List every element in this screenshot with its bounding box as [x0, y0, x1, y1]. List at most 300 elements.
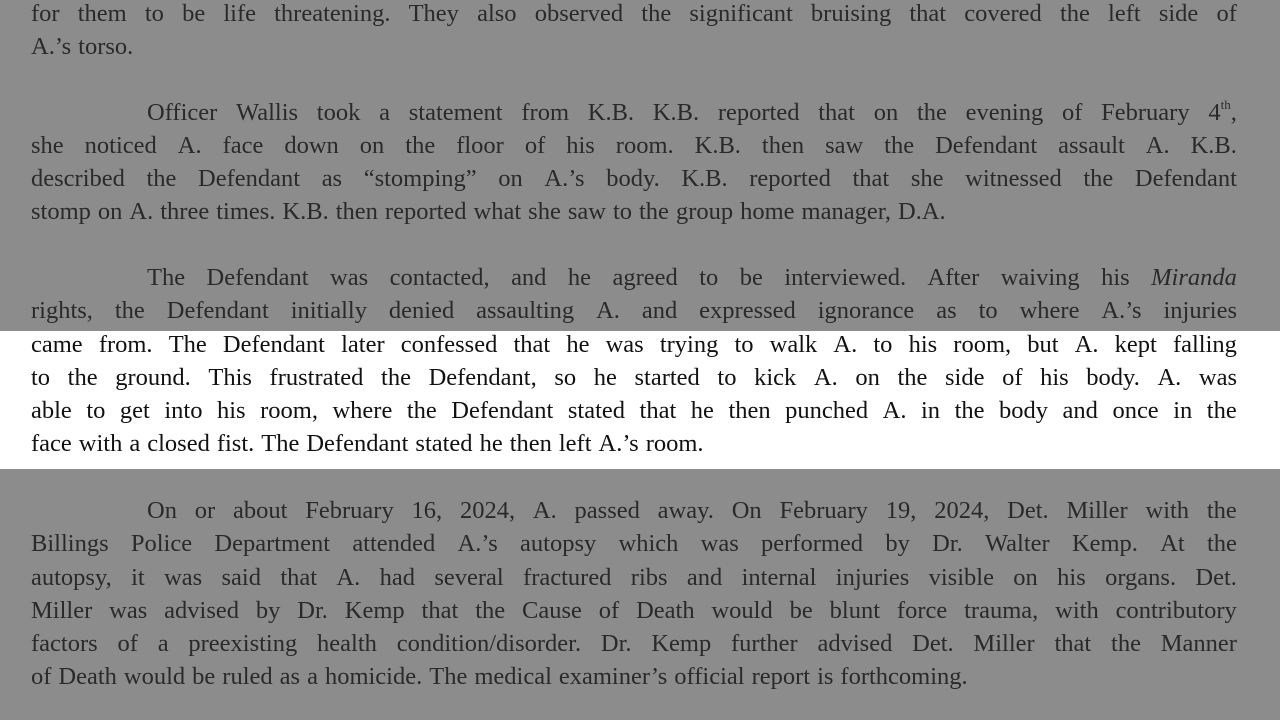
word: covered: [964, 0, 1042, 27]
word: a: [307, 663, 318, 690]
word: and: [1062, 397, 1098, 424]
word: A.’s: [31, 33, 72, 60]
word: assaulting: [476, 297, 575, 324]
word: saw: [567, 198, 606, 225]
word: frustrated: [269, 364, 364, 391]
word: denied: [388, 297, 455, 324]
word: K.B.: [694, 132, 741, 159]
word: he: [566, 331, 590, 358]
text-line: [31, 427, 1237, 460]
word: was: [164, 564, 203, 591]
word: The: [168, 331, 207, 358]
word: A.: [596, 297, 620, 324]
word: A.: [336, 564, 361, 591]
word: 16,: [411, 497, 443, 524]
word: and: [641, 297, 678, 324]
word: visible: [928, 564, 994, 591]
word: 2024,: [459, 497, 516, 524]
word: them: [77, 0, 127, 27]
text-line: [31, 328, 1237, 361]
word: punched: [785, 397, 869, 424]
word: confessed: [400, 331, 498, 358]
word: The: [261, 430, 300, 457]
word: advised: [817, 630, 893, 657]
word: that: [852, 165, 890, 192]
word: The: [429, 663, 468, 690]
word: then: [509, 430, 552, 457]
word: “stomping”: [363, 165, 477, 192]
word: his: [908, 331, 938, 358]
word: with: [78, 430, 123, 457]
word: the: [1206, 397, 1237, 424]
word: Cause: [522, 597, 582, 624]
word: walk: [769, 331, 818, 358]
word: Walter: [984, 530, 1050, 557]
word: she: [528, 198, 561, 225]
word: in: [1173, 397, 1193, 424]
word: then: [761, 132, 805, 159]
word: that: [909, 0, 947, 27]
word: injuries: [835, 564, 910, 591]
word: The: [147, 264, 186, 291]
word: This: [208, 364, 252, 391]
word: 4th,: [1208, 96, 1237, 126]
word: to: [734, 331, 754, 358]
word: was: [605, 331, 644, 358]
word: the: [639, 198, 669, 225]
word: health: [317, 630, 377, 657]
word: the: [405, 132, 436, 159]
word: Det.: [1195, 564, 1237, 591]
word: the: [897, 364, 928, 391]
word: the: [146, 165, 177, 192]
word: away.: [657, 497, 714, 524]
word: closed: [147, 430, 210, 457]
word: room,: [953, 331, 1012, 358]
word: Kemp: [651, 630, 712, 657]
word: on: [498, 165, 523, 192]
word: 19,: [885, 497, 917, 524]
word: side: [1158, 0, 1199, 27]
word: on: [359, 132, 385, 159]
word: report: [751, 663, 811, 690]
word: Billings: [31, 530, 109, 557]
word: Det.: [1007, 497, 1049, 524]
word: manager,: [801, 198, 892, 225]
word: then: [335, 198, 378, 225]
word: official: [674, 663, 745, 690]
word: of: [1216, 0, 1237, 27]
word: interviewed.: [784, 264, 907, 291]
text-line: [31, 129, 1237, 162]
word: that: [513, 331, 551, 358]
word: ground.: [115, 364, 191, 391]
word: Kemp: [344, 597, 405, 624]
word: down: [284, 132, 339, 159]
word: condition/disorder.: [396, 630, 582, 657]
word: K.B.: [652, 99, 700, 126]
word: what: [473, 198, 522, 225]
text-line: [31, 162, 1237, 195]
text-line: [31, 660, 1237, 693]
word: the: [1206, 497, 1237, 524]
word: body: [999, 397, 1049, 424]
word: the: [916, 99, 947, 126]
word: into: [164, 397, 203, 424]
word: started: [634, 364, 700, 391]
word: noticed: [84, 132, 157, 159]
word: where: [1019, 297, 1080, 324]
word: Defendant,: [428, 364, 537, 391]
word: three: [160, 198, 210, 225]
word: body.: [606, 165, 660, 192]
word: described: [31, 165, 125, 192]
word: to: [699, 264, 719, 291]
word: February: [305, 497, 394, 524]
word: be: [739, 264, 763, 291]
word: the: [67, 364, 98, 391]
word: Death: [636, 597, 695, 624]
word: home: [740, 198, 795, 225]
word: as: [279, 663, 301, 690]
word: a: [379, 99, 390, 126]
word: be: [192, 663, 216, 690]
word: significant: [689, 0, 793, 27]
word: so: [554, 364, 577, 391]
word: from: [521, 99, 569, 126]
text-line: [31, 594, 1237, 627]
word: then: [728, 397, 771, 424]
word: threatening.: [274, 0, 391, 27]
word: rights,: [31, 297, 93, 324]
word: Manner: [1160, 630, 1237, 657]
text-line: [31, 527, 1237, 560]
word: the: [1083, 165, 1114, 192]
word: the: [1206, 530, 1237, 557]
word: stated: [567, 397, 626, 424]
word: A.: [882, 397, 907, 424]
text-line: [31, 30, 1237, 63]
word: A.: [833, 331, 858, 358]
word: 2024,: [934, 497, 990, 524]
word: to: [144, 0, 164, 27]
word: further: [731, 630, 798, 657]
word: medical: [474, 663, 552, 690]
word: Dr.: [297, 597, 328, 624]
word: his: [566, 132, 595, 159]
word: came: [31, 331, 83, 358]
word: where: [332, 397, 393, 424]
word: A.’s: [544, 165, 585, 192]
word: Defendant: [166, 297, 269, 324]
word: had: [379, 564, 415, 591]
word: Dr.: [600, 630, 632, 657]
word: A.: [129, 198, 154, 225]
word: of: [598, 597, 620, 624]
word: After: [927, 264, 980, 291]
word: the: [954, 397, 985, 424]
word: and: [686, 564, 723, 591]
word: that: [818, 99, 855, 126]
word: the: [114, 297, 145, 324]
word: he: [567, 264, 592, 291]
word: Miller: [31, 597, 93, 624]
word: K.B.: [587, 99, 635, 126]
word: injuries: [1163, 297, 1237, 324]
word: preexisting: [188, 630, 298, 657]
word: kick: [754, 364, 797, 391]
word: of: [524, 132, 546, 159]
word: assault: [1058, 132, 1125, 159]
word: that: [421, 597, 459, 624]
word: get: [119, 397, 150, 424]
word: Death: [58, 663, 117, 690]
word: his: [1057, 564, 1086, 591]
word: A.: [177, 132, 202, 159]
word: Dr.: [932, 530, 963, 557]
word: blunt: [829, 597, 881, 624]
word: with: [1145, 497, 1190, 524]
word: room.: [615, 132, 674, 159]
word: February: [779, 497, 868, 524]
word: attended: [352, 530, 436, 557]
word: waiving: [1000, 264, 1080, 291]
word: autopsy: [520, 530, 597, 557]
word: kept: [1114, 331, 1157, 358]
word: with: [1055, 597, 1099, 624]
word: his: [1040, 364, 1069, 391]
word: the: [641, 0, 672, 27]
word: it: [131, 564, 145, 591]
word: the: [1111, 630, 1141, 657]
word: saw: [825, 132, 864, 159]
text-line: [147, 96, 1237, 129]
word: later: [341, 331, 385, 358]
word: times.: [216, 198, 276, 225]
word: a: [157, 630, 169, 657]
word: fist.: [216, 430, 255, 457]
word: They: [408, 0, 459, 27]
word: the: [475, 597, 506, 624]
word: Defendant: [198, 165, 301, 192]
word: to: [612, 198, 632, 225]
word: reported: [384, 198, 467, 225]
word: A.’s: [457, 530, 498, 557]
word: D.A.: [898, 198, 946, 225]
word: torso.: [78, 33, 134, 60]
word: passed: [574, 497, 640, 524]
word: Defendant: [222, 331, 325, 358]
word: he: [690, 397, 714, 424]
word: homicide.: [324, 663, 423, 690]
word: and: [511, 264, 547, 291]
word: on: [873, 99, 899, 126]
word: he: [593, 364, 617, 391]
word: examiner’s: [558, 663, 668, 690]
word: on: [855, 364, 880, 391]
word: a: [129, 430, 141, 457]
word: was: [109, 597, 148, 624]
word: On: [731, 497, 762, 524]
word: she: [31, 132, 64, 159]
word: Miller: [973, 630, 1035, 657]
word: trauma,: [964, 597, 1039, 624]
word: group: [675, 198, 734, 225]
word: left: [558, 430, 592, 457]
word: to: [31, 364, 51, 391]
word: the: [381, 364, 411, 391]
word: Kemp.: [1071, 530, 1138, 557]
word: Wallis: [236, 99, 299, 126]
word: several: [434, 564, 504, 591]
word: of: [1061, 99, 1083, 126]
word: the: [406, 397, 437, 424]
word: from.: [98, 331, 153, 358]
word: bruising: [810, 0, 892, 27]
word: internal: [741, 564, 817, 591]
word: initially: [290, 297, 367, 324]
word: to: [86, 397, 106, 424]
word: which: [618, 530, 679, 557]
word: Defendant: [306, 430, 409, 457]
word: to: [873, 331, 893, 358]
word: Defendant: [1134, 165, 1237, 192]
word: K.B.: [1190, 132, 1237, 159]
word: contributory: [1115, 597, 1237, 624]
word: was: [700, 530, 739, 557]
word: evening: [965, 99, 1044, 126]
text-line: [147, 261, 1237, 294]
text-line: [31, 294, 1237, 327]
word: as: [936, 297, 957, 324]
word: on: [1013, 564, 1038, 591]
word: A.: [1157, 364, 1182, 391]
word: contacted,: [389, 264, 490, 291]
word: K.B.: [282, 198, 329, 225]
word: At: [1160, 530, 1185, 557]
word: that: [639, 397, 677, 424]
word: A.: [1074, 331, 1099, 358]
word: witnessed: [965, 165, 1062, 192]
word: his: [1101, 264, 1130, 291]
word: Officer: [147, 99, 218, 126]
word: reported: [749, 165, 831, 192]
word: was: [330, 264, 369, 291]
word: February: [1101, 99, 1190, 126]
word: face: [222, 132, 264, 159]
word: about: [233, 497, 288, 524]
text-line: [147, 494, 1237, 527]
word: force: [896, 597, 948, 624]
word: performed: [761, 530, 864, 557]
word: fractured: [523, 564, 612, 591]
word: to: [717, 364, 737, 391]
word: of: [1002, 364, 1023, 391]
word: ruled: [222, 663, 273, 690]
word: that: [1054, 630, 1092, 657]
word: Defendant: [206, 264, 309, 291]
text-line: [31, 394, 1237, 427]
word: as: [321, 165, 343, 192]
word: expressed: [699, 297, 796, 324]
word: by: [885, 530, 910, 557]
word: Miranda: [1151, 264, 1237, 291]
word: A.: [1145, 132, 1170, 159]
word: Defendant: [451, 397, 554, 424]
word: stated: [415, 430, 473, 457]
word: forthcoming.: [840, 663, 968, 690]
word: floor: [456, 132, 504, 159]
word: side: [944, 364, 985, 391]
text-line: [31, 0, 1237, 30]
word: A.: [532, 497, 557, 524]
word: she: [910, 165, 944, 192]
word: for: [31, 0, 60, 27]
word: Police: [130, 530, 193, 557]
word: A.: [813, 364, 838, 391]
word: the: [884, 132, 915, 159]
word: of: [31, 663, 52, 690]
word: factors: [31, 630, 98, 657]
word: agreed: [612, 264, 678, 291]
word: Defendant: [935, 132, 1038, 159]
word: falling: [1172, 331, 1237, 358]
word: Det.: [912, 630, 954, 657]
word: organs.: [1105, 564, 1177, 591]
word: observed: [534, 0, 624, 27]
word: room,: [260, 397, 318, 424]
word: is: [817, 663, 834, 690]
word: statement: [408, 99, 503, 126]
word: said: [221, 564, 261, 591]
word: also: [477, 0, 517, 27]
word: once: [1112, 397, 1159, 424]
word: stomp: [31, 198, 91, 225]
word: on: [97, 198, 123, 225]
word: Department: [214, 530, 331, 557]
word: On: [147, 497, 177, 524]
word: autopsy,: [31, 564, 112, 591]
word: advised: [164, 597, 239, 624]
word: or: [194, 497, 216, 524]
word: left: [1108, 0, 1141, 27]
word: of: [117, 630, 138, 657]
word: K.B.: [681, 165, 728, 192]
word: be: [789, 597, 813, 624]
word: room.: [645, 430, 704, 457]
word: the: [1059, 0, 1090, 27]
word: Miller: [1066, 497, 1128, 524]
word: face: [31, 430, 72, 457]
word: reported: [717, 99, 800, 126]
word: trying: [659, 331, 719, 358]
word: that: [280, 564, 318, 591]
text-line: [31, 195, 1237, 228]
word: to: [978, 297, 998, 324]
text-line: [31, 627, 1237, 660]
word: be: [182, 0, 206, 27]
word: he: [479, 430, 503, 457]
word: body.: [1086, 364, 1140, 391]
word: would: [711, 597, 773, 624]
word: ribs: [630, 564, 668, 591]
word: was: [1198, 364, 1237, 391]
word: but: [1027, 331, 1059, 358]
word: able: [31, 397, 72, 424]
word: took: [316, 99, 361, 126]
word: A.’s: [1101, 297, 1142, 324]
word: by: [255, 597, 281, 624]
